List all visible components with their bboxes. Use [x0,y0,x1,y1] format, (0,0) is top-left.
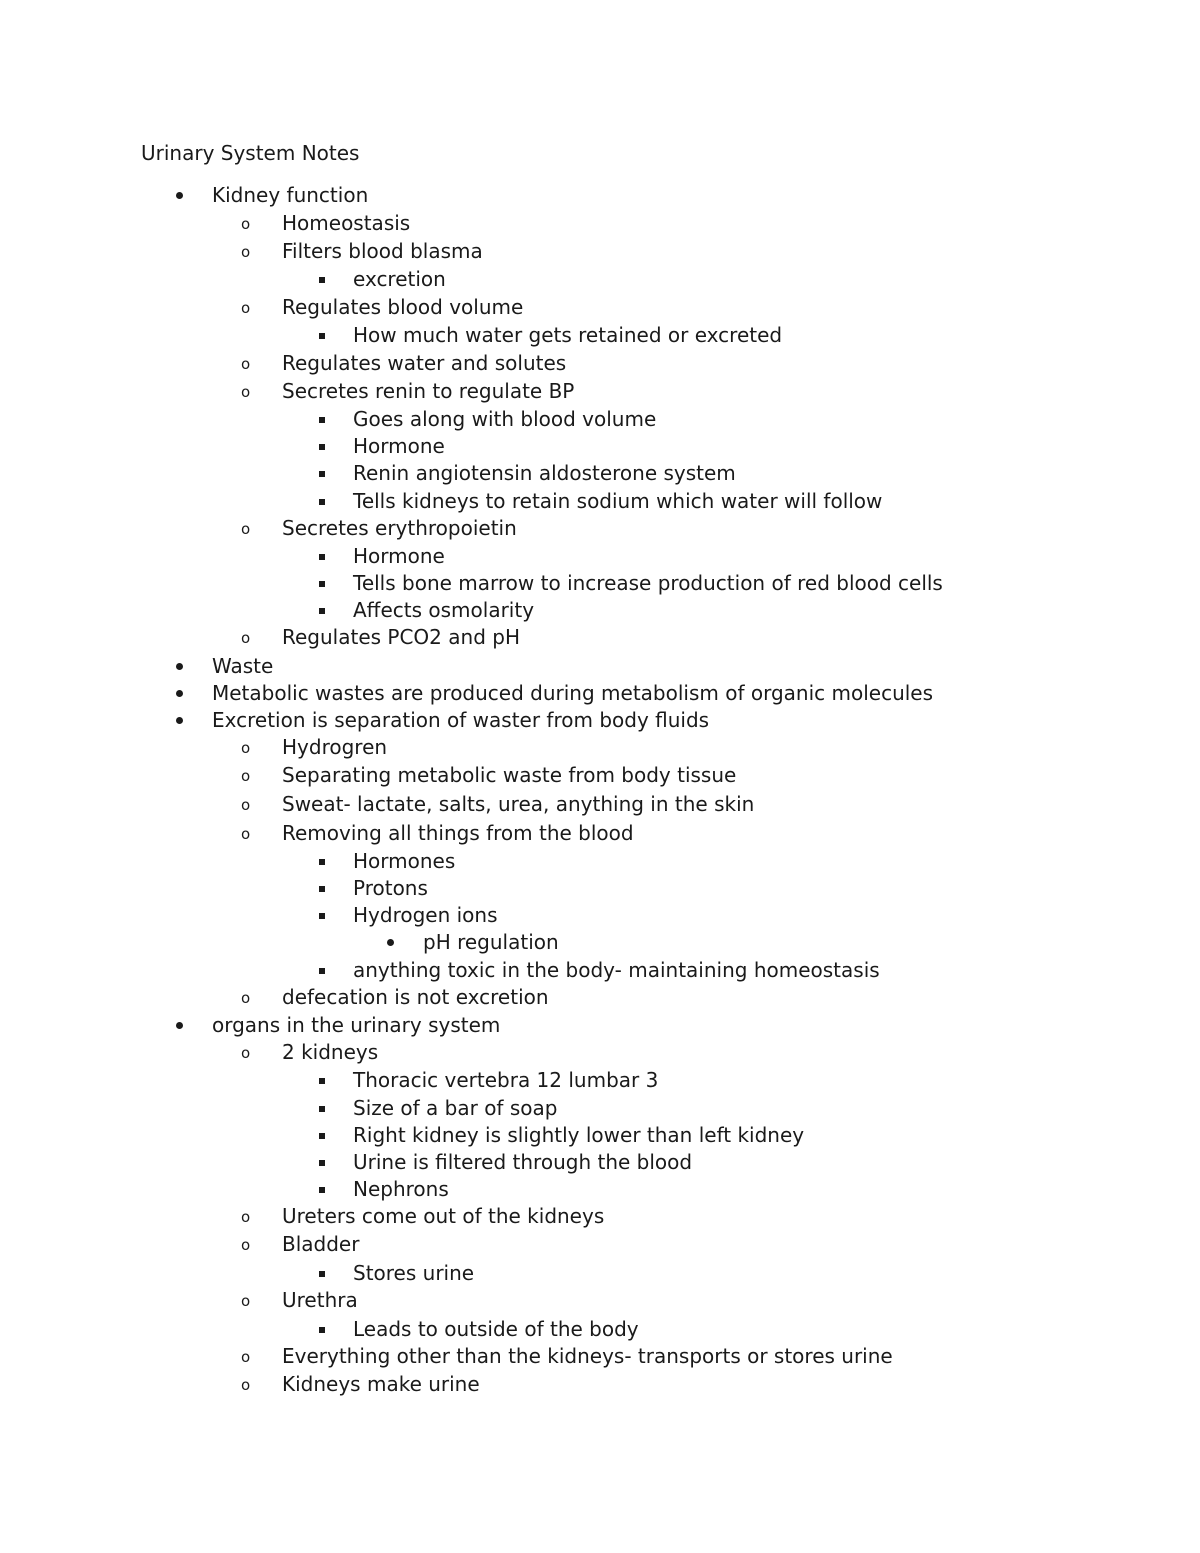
list-item [211,238,483,265]
list-item [282,875,428,902]
list-item-text: excretion [353,267,446,291]
list-item-text: Sweat- lactate, salts, urea, anything in the skin [282,792,755,816]
list-item-text: Regulates water and solutes [282,351,567,375]
list-item [211,762,736,789]
list-item-text: Tells kidneys to retain sodium which water will follow [353,489,883,513]
list-item-text: Affects osmolarity [353,598,535,622]
list-item [211,984,549,1011]
list-item-text: Regulates PCO2 and pH [282,625,520,649]
list-item [211,210,410,237]
list-item-text: Urethra [282,1288,358,1312]
list-item-text: Hormone [353,434,445,458]
list-item-text: Hydrogren [282,735,388,759]
list-item [282,322,782,349]
list-item-text: anything toxic in the body- maintaining homeostasis [353,958,880,982]
list-item-text: Secretes renin to regulate BP [282,379,575,403]
list-item-text: Hydrogen ions [353,903,498,927]
list-item [211,1343,893,1370]
list-item [282,957,880,984]
list-item [282,1176,449,1203]
list-item [282,433,445,460]
list-item [282,1122,804,1149]
list-item [211,1203,604,1230]
list-item-text: defecation is not excretion [282,985,549,1009]
list-item-text: Leads to outside of the body [353,1317,639,1341]
list-item [211,515,517,542]
list-item-text: Tells bone marrow to increase production of red blood cells [353,571,943,595]
list-item [211,350,566,377]
list-item-text: Removing all things from the blood [282,821,634,845]
list-item [282,1095,557,1122]
list-item-text: Bladder [282,1232,360,1256]
list-item [141,707,709,734]
list-item-text: Everything other than the kidneys- transports or stores urine [282,1344,893,1368]
list-item-text: 2 kidneys [282,1040,379,1064]
list-item [141,182,368,209]
list-item-text: Waste [212,654,274,678]
list-item-text: Nephrons [353,1177,449,1201]
list-item [211,1039,378,1066]
list-item-text: Urine is filtered through the blood [353,1150,693,1174]
list-item [282,570,943,597]
list-item-text: Hormones [353,849,456,873]
list-item-text: Separating metabolic waste from body tissue [282,763,737,787]
list-item-text: Ureters come out of the kidneys [282,1204,605,1228]
list-item-text: organs in the urinary system [212,1013,501,1037]
list-item-text: pH regulation [423,930,559,954]
list-item-text: Hormone [353,544,445,568]
list-item-text: Right kidney is slightly lower than left kidney [353,1123,805,1147]
list-item-text: Regulates blood volume [282,295,524,319]
list-item-text: Protons [353,876,428,900]
list-item [352,929,559,956]
list-item [282,902,498,929]
list-item [282,460,736,487]
list-item-text: Kidneys make urine [282,1372,480,1396]
list-item [282,1067,658,1094]
list-item-text: How much water gets retained or excreted [353,323,783,347]
list-item [282,1260,474,1287]
list-item [282,597,534,624]
list-item-text: Goes along with blood volume [353,407,657,431]
document-title: Urinary System Notes [141,141,360,165]
list-item-text: Filters blood blasma [282,239,483,263]
list-item [282,266,446,293]
list-item [141,653,273,680]
list-item-text: Secretes erythropoietin [282,516,517,540]
list-item [211,378,574,405]
list-item [211,624,520,651]
list-item [211,1287,358,1314]
list-item-text: Kidney function [212,183,369,207]
list-item-text: Metabolic wastes are produced during metabolism of organic molecules [212,681,934,705]
list-item [282,488,882,515]
list-item [211,294,523,321]
list-item-text: Excretion is separation of waster from body fluids [212,708,710,732]
list-item [211,734,387,761]
list-item-text: Stores urine [353,1261,475,1285]
list-item-text: Thoracic vertebra 12 lumbar 3 [353,1068,659,1092]
list-item [282,406,656,433]
list-item [211,1231,359,1258]
list-item-text: Renin angiotensin aldosterone system [353,461,736,485]
list-item-text: Homeostasis [282,211,411,235]
list-item [282,543,445,570]
list-item [141,680,933,707]
list-item [141,1012,500,1039]
list-item [282,1316,639,1343]
list-item [211,791,754,818]
list-item [282,848,455,875]
list-item [211,820,634,847]
list-item [211,1371,480,1398]
list-item [282,1149,692,1176]
list-item-text: Size of a bar of soap [353,1096,558,1120]
